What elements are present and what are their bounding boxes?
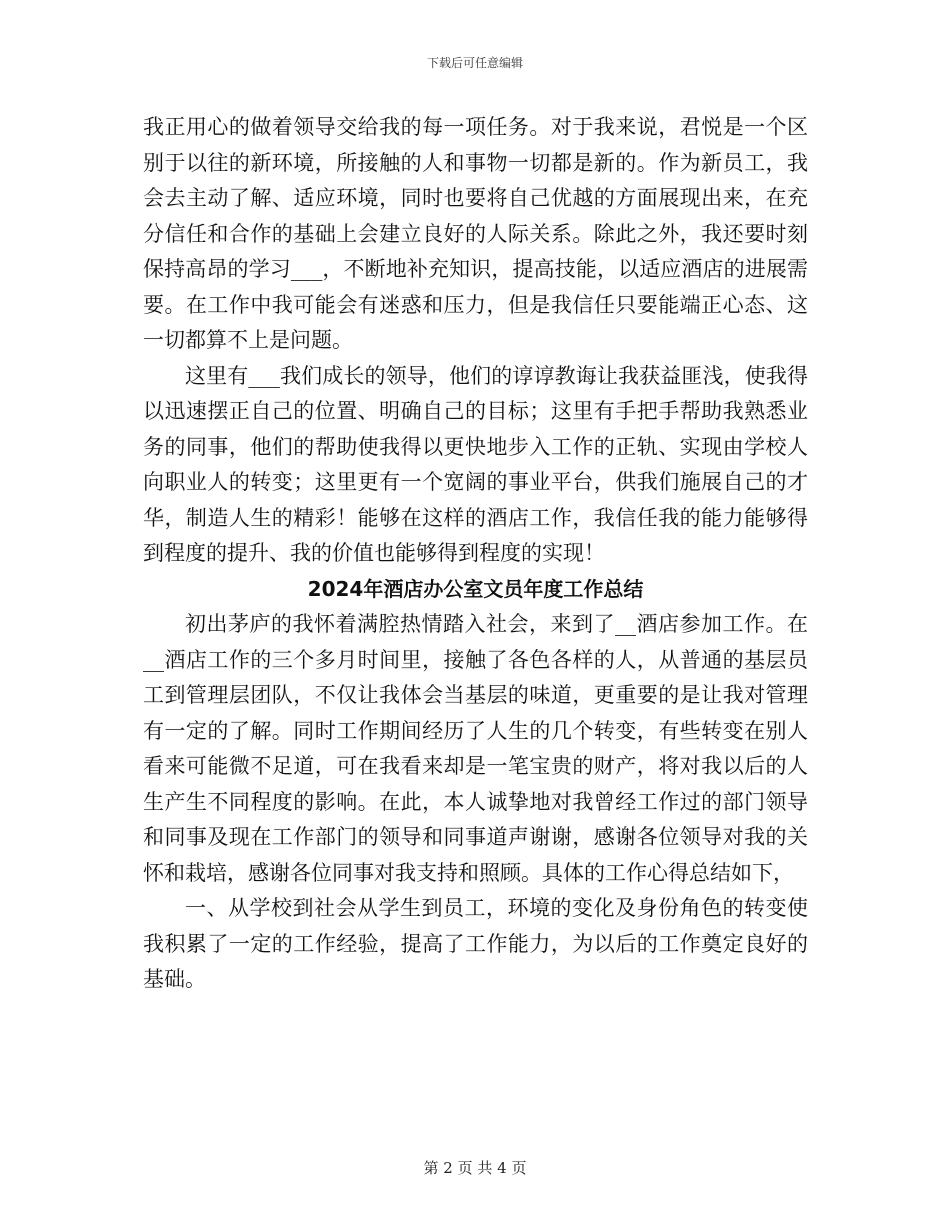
paragraph-intro: 初出茅庐的我怀着满腔热情踏入社会，来到了__酒店参加工作。在__酒店工作的三个多月时间里，接触了各色各样的人，从普通的基层员工到管理层团队，不仅让我体会当基层的味道，更重要的是让我对管理有一定的了解。同时工作期间经历了人生的几个转变，有些转变在别人看来可能微不足道，可在我看来却是一笔宝贵的财产，将对我以后的人生产生不同程度的影响。在此，本人诚挚地对我曾经工作过的部门领导和同事及现在工作部门的领导和同事道声谢谢，感谢各位领导对我的关怀和栽培，感谢各位同事对我支持和照顾。具体的工作心得总结如下，	[143, 612, 808, 885]
document-body	[143, 110, 808, 998]
page-number: 第 2 页 共 4 页	[423, 1159, 527, 1177]
paragraph-continued: 我正用心的做着领导交给我的每一项任务。对于我来说，君悦是一个区别于以往的新环境，所接触的人和事物一切都是新的。作为新员工，我会去主动了解、适应环境，同时也要将自己优越的方面展现出来，在充分信任和合作的基础上会建立良好的人际关系。除此之外，我还要时刻保持高昂的学习___，不断地补充知识，提高技能，以适应酒店的进展需要。在工作中我可能会有迷惑和压力，但是我信任只要能端正心态、这一切都算不上是问题。	[143, 115, 808, 352]
paragraph-point-one: 一、从学校到社会从学生到员工，环境的变化及身份角色的转变使我积累了一定的工作经验，提高了工作能力，为以后的工作奠定良好的基础。	[143, 896, 808, 991]
page-header-note: 下载后可任意编辑	[426, 56, 523, 70]
section-title: 2024年酒店办公室文员年度工作总结	[307, 576, 644, 601]
paragraph-gratitude: 这里有___我们成长的领导，他们的谆谆教诲让我获益匪浅，使我得以迅速摆正自己的位置、明确自己的目标；这里有手把手帮助我熟悉业务的同事，他们的帮助使我得以更快地步入工作的正轨、实现由学校人向职业人的转变；这里更有一个宽阔的事业平台，供我们施展自己的才华，制造人生的精彩！能够在这样的酒店工作，我信任我的能力能够得到程度的提升、我的价值也能够得到程度的实现！	[143, 363, 808, 565]
